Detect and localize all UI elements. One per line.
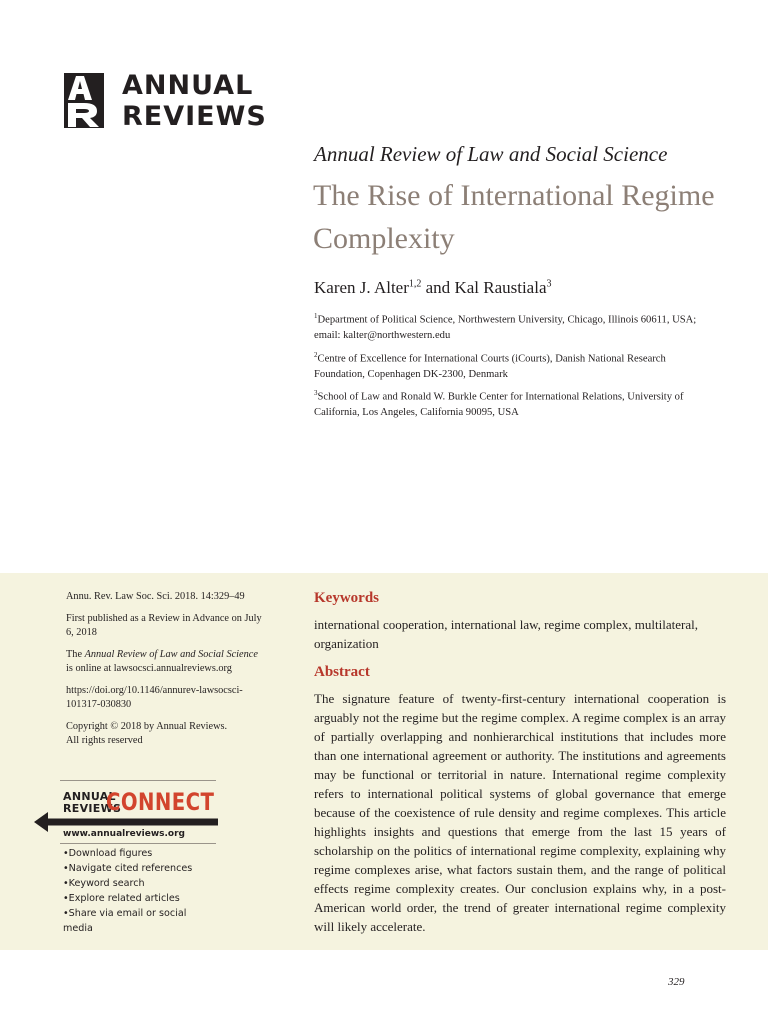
logo-word-annual: ANNUAL bbox=[122, 70, 254, 101]
list-item: • Explore related articles bbox=[63, 891, 218, 906]
article-title: The Rise of International Regime Complexity bbox=[313, 179, 715, 255]
connect-annual: ANNUAL bbox=[63, 790, 116, 803]
author-conjunction: and bbox=[421, 278, 455, 297]
keywords-text: international cooperation, international law, regime complex, multilateral, organization bbox=[314, 617, 698, 651]
annual-reviews-connect-box[interactable] bbox=[34, 780, 218, 934]
online-note-journal: Annual Review of Law and Social Science bbox=[84, 648, 258, 660]
affiliation-sup: 3 bbox=[314, 389, 318, 398]
affiliation-1 bbox=[314, 309, 714, 344]
author-alter-affil: 1,2 bbox=[408, 278, 422, 290]
connect-feature-list bbox=[63, 846, 218, 936]
copyright-line: Copyright © 2018 by Annual Reviews. bbox=[66, 720, 228, 732]
copyright bbox=[66, 720, 266, 749]
affiliation-sup: 2 bbox=[314, 350, 318, 359]
connect-mid-rule bbox=[60, 843, 216, 844]
list-item: • Navigate cited references bbox=[63, 861, 218, 876]
online-note bbox=[66, 648, 266, 677]
affiliation-text: Department of Political Science, Northwestern University, Chicago, Illinois 60611, USA; email: kalter@northwestern.edu bbox=[314, 314, 697, 342]
connect-top-rule bbox=[60, 780, 216, 781]
logo-word-reviews: REVIEWS bbox=[122, 101, 267, 132]
connect-wordmark: CONNECT bbox=[106, 788, 215, 816]
rights-line: All rights reserved bbox=[66, 735, 143, 746]
citation: Annu. Rev. Law Soc. Sci. 2018. 14:329–49 bbox=[66, 591, 245, 602]
affiliation-sup: 1 bbox=[314, 312, 318, 320]
affiliation-text: School of Law and Ronald W. Burkle Center for International Relations, University of California, Los Angeles, California 90095, USA bbox=[314, 391, 684, 419]
connect-url[interactable]: www.annualreviews.org bbox=[63, 829, 185, 839]
list-item: • Download figures bbox=[63, 846, 218, 861]
author-raustiala-affil: 3 bbox=[546, 278, 552, 290]
online-note-post: is online at lawsocsci.annualreviews.org bbox=[66, 663, 232, 674]
affiliations bbox=[314, 309, 714, 425]
author-alter: Karen J. Alter bbox=[314, 278, 409, 297]
list-item: • Share via email or social media bbox=[63, 906, 218, 936]
page-number: 329 bbox=[668, 976, 685, 988]
online-note-pre: The bbox=[66, 648, 85, 660]
annual-reviews-logo bbox=[64, 70, 267, 132]
list-item: • Keyword search bbox=[63, 876, 218, 891]
article-metadata bbox=[66, 590, 266, 749]
journal-name: Annual Review of Law and Social Science bbox=[314, 142, 668, 166]
ar-logo-mark-icon bbox=[64, 73, 104, 128]
author-line bbox=[314, 278, 552, 298]
affiliation-text: Centre of Excellence for International Courts (iCourts), Danish National Research Foundation, Copenhagen DK-2300, Denmark bbox=[314, 353, 666, 380]
first-published: First published as a Review in Advance on July 6, 2018 bbox=[66, 612, 262, 638]
affiliation-2 bbox=[314, 348, 714, 383]
affiliation-3 bbox=[314, 386, 714, 421]
keywords-heading: Keywords bbox=[314, 590, 379, 606]
author-raustiala: Kal Raustiala bbox=[454, 278, 547, 297]
abstract-heading: Abstract bbox=[314, 664, 370, 680]
abstract-text: The signature feature of twenty-first-century international cooperation is arguably not the regime but the regime complex. A regime complex is an array of partially overlapping and nonhierarchical institutions that includes more than one international agreement or authority. The institutions and agreements may be functional or territorial in nature. International regime complexity refers to international political systems of global governance that emerge because of the coexistence of rule density and regime complexes. This article highlights insights and questions that emerge from the last 15 years of scholarship on the politics of international regime complexity, explaining why regime complexes arise, what factors sustain them, and the range of political effects regime complexity creates. Our conclusion explains why, in a post-American world order, the trend of greater international regime complexity will likely accelerate. bbox=[314, 691, 726, 934]
doi-link[interactable]: https://doi.org/10.1146/annurev-lawsocsci-101317-030830 bbox=[66, 684, 243, 710]
connect-reviews: REVIEWS bbox=[63, 802, 122, 815]
